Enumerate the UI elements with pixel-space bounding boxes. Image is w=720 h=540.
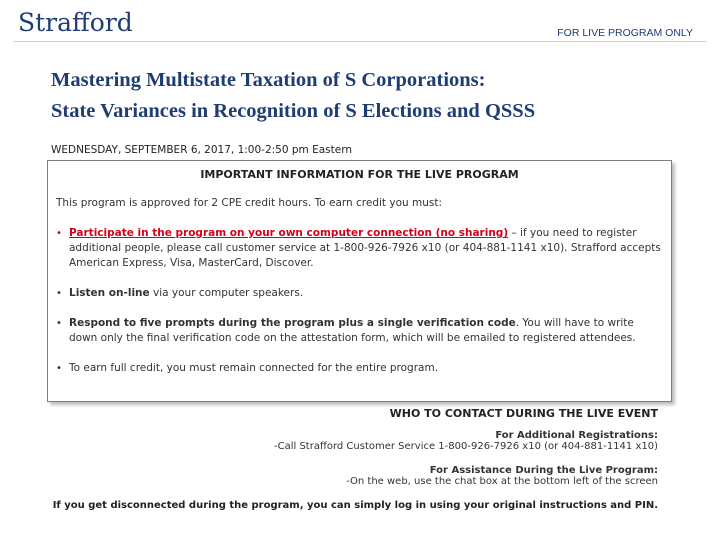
bullet-lead: Listen on-line xyxy=(69,287,150,299)
bullet-text: To earn full credit, you must remain connected for the entire program. xyxy=(69,362,439,374)
contact-section xyxy=(53,407,658,511)
live-program-note: FOR LIVE PROGRAM ONLY xyxy=(557,27,693,39)
list-item xyxy=(56,316,661,346)
list-item xyxy=(56,226,661,271)
list-item xyxy=(56,361,661,376)
strafford-logo: Strafford xyxy=(18,8,133,37)
program-date: WEDNESDAY, SEPTEMBER 6, 2017, 1:00-2:50 pm Eastern xyxy=(51,144,352,156)
bullet-text: – if you need to register additional people, please call customer service at 1-800-926-7926 x10 (or 404-881-1141 x10). Strafford accepts American Express, Visa, MasterCard, Discover. xyxy=(69,227,661,269)
bullet-text: . You will have to write down only the final verification code on the attestation form, which will be emailed to registered attendees. xyxy=(69,317,636,344)
header-divider xyxy=(14,41,706,42)
registrations-label: For Additional Registrations: xyxy=(495,430,658,441)
title-line-1: Mastering Multistate Taxation of S Corporations: xyxy=(51,69,486,91)
title-line-2: State Variances in Recognition of S Elections and QSSS xyxy=(51,100,536,122)
assistance-line: -On the web, use the chat box at the bottom left of the screen xyxy=(346,476,658,487)
assistance-label: For Assistance During the Live Program: xyxy=(429,465,658,476)
list-item xyxy=(56,286,661,301)
contact-heading: WHO TO CONTACT DURING THE LIVE EVENT xyxy=(389,407,658,420)
bullet-lead: Participate in the program on your own computer connection (no sharing) xyxy=(69,227,509,239)
requirements-list xyxy=(56,226,661,391)
bullet-lead: Respond to five prompts during the program plus a single verification code xyxy=(69,317,516,329)
registrations-line: -Call Strafford Customer Service 1-800-926-7926 x10 (or 404-881-1141 x10) xyxy=(273,441,658,452)
info-box-intro: This program is approved for 2 CPE credit hours. To earn credit you must: xyxy=(56,197,443,209)
important-info-box xyxy=(47,160,672,402)
info-box-heading: IMPORTANT INFORMATION FOR THE LIVE PROGRAM xyxy=(200,168,519,181)
disconnect-note: If you get disconnected during the program, you can simply log in using your original instructions and PIN. xyxy=(52,500,658,511)
bullet-text: via your computer speakers. xyxy=(149,287,304,299)
page-title xyxy=(51,65,691,127)
